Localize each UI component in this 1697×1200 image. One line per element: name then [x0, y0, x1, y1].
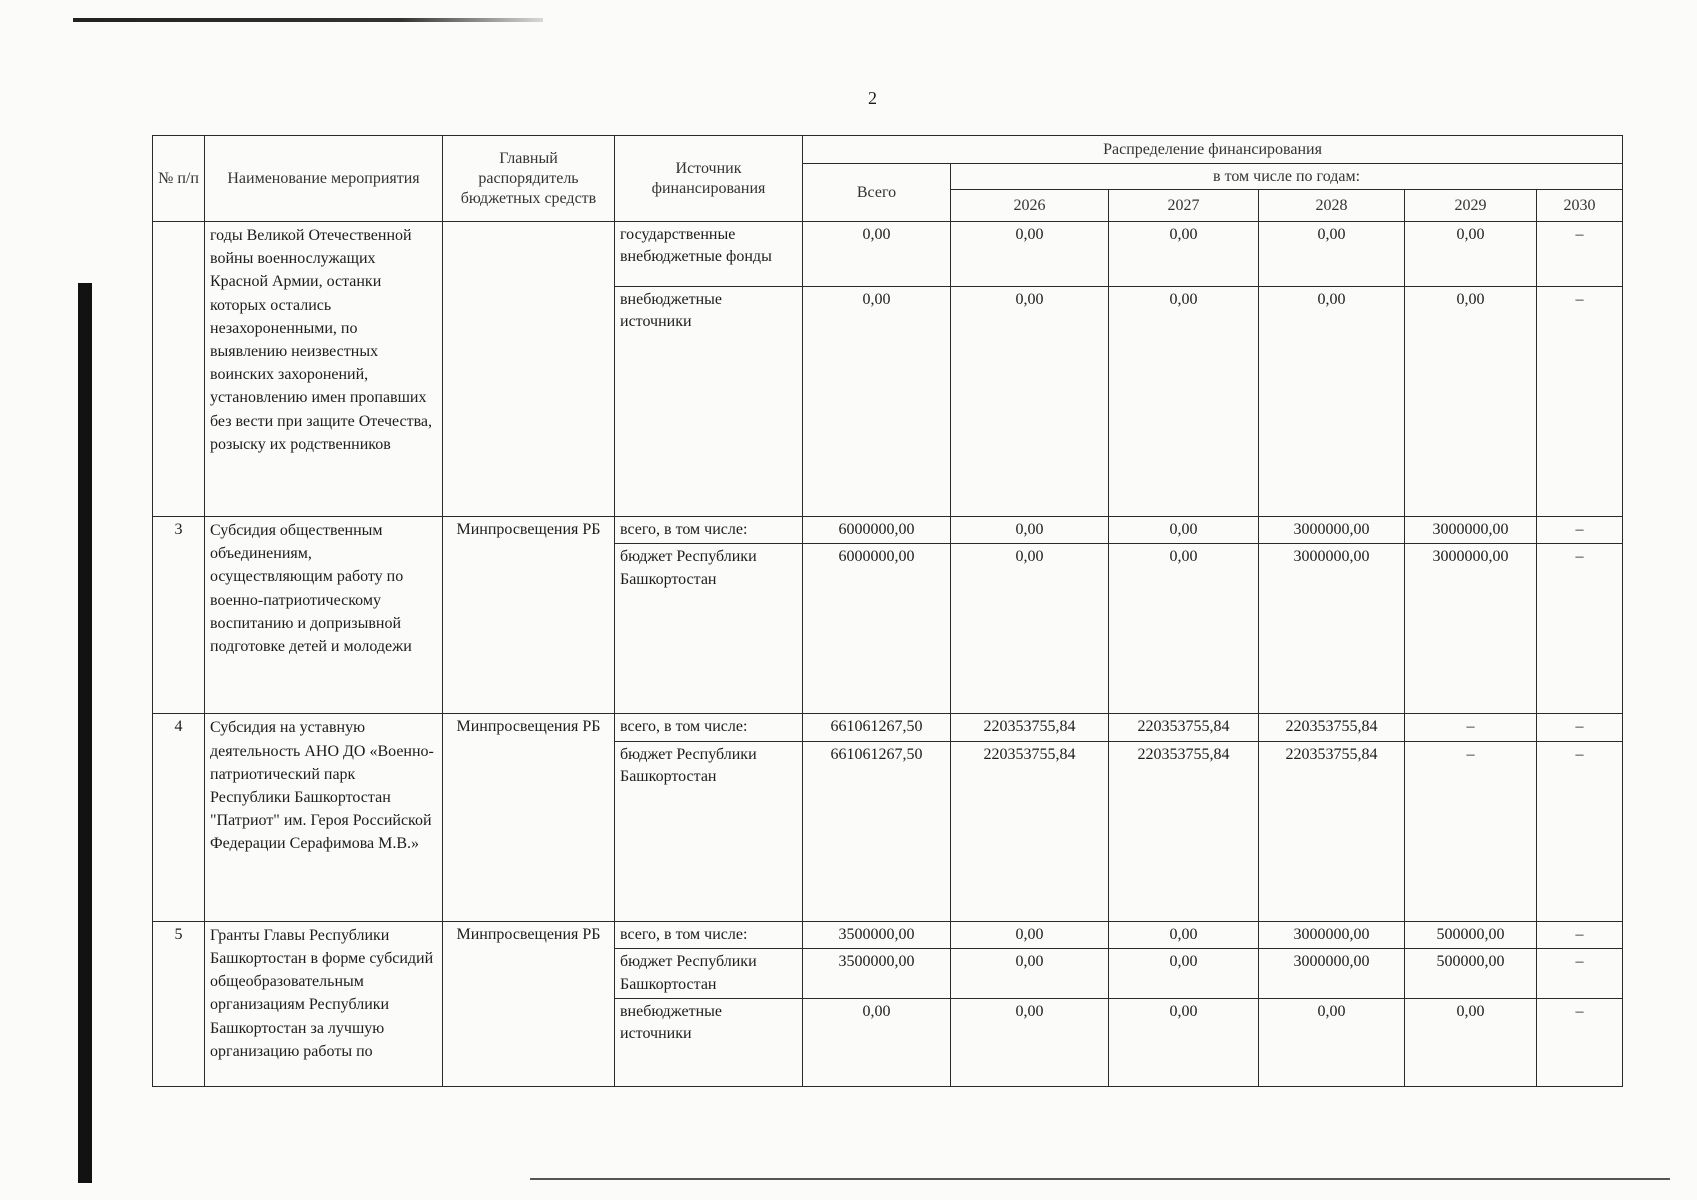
row-2030: – [1537, 921, 1623, 948]
row-total: 661061267,50 [803, 741, 951, 921]
row-2026: 0,00 [951, 921, 1109, 948]
row-2028: 3000000,00 [1259, 544, 1405, 714]
row-2026: 0,00 [951, 949, 1109, 999]
header-year-2030: 2030 [1537, 190, 1623, 222]
row-2030: – [1537, 222, 1623, 287]
row-source: всего, в том числе: [615, 921, 803, 948]
row-2026: 220353755,84 [951, 741, 1109, 921]
row-total: 3500000,00 [803, 921, 951, 948]
table-row [153, 517, 1623, 544]
row-2027: 0,00 [1109, 921, 1259, 948]
row-source: внебюджетные источники [615, 287, 803, 517]
row-manager: Минпросвещения РБ [443, 517, 615, 714]
table-row [153, 222, 1623, 287]
header-distribution: Распределение финансирования [803, 136, 1623, 164]
row-2028: 0,00 [1259, 287, 1405, 517]
row-2029: 0,00 [1405, 287, 1537, 517]
row-num: 3 [153, 517, 205, 714]
row-total: 0,00 [803, 287, 951, 517]
row-total: 6000000,00 [803, 544, 951, 714]
header-manager: Главный распорядитель бюджетных средств [443, 136, 615, 222]
row-2027: 0,00 [1109, 287, 1259, 517]
scan-artifact-bottom-line [530, 1178, 1670, 1180]
row-source: бюджет Республики Башкортостан [615, 544, 803, 714]
row-2030: – [1537, 741, 1623, 921]
scan-artifact-left-edge [78, 283, 92, 1183]
row-name: годы Великой Отечественной войны военнослужащих Красной Армии, останки которых остались незахороненными, по выявлению неизвестных воинских захоронений, установлению имен пропавших без вести при защите Отечества, розыску их родственников [205, 222, 443, 517]
row-2030: – [1537, 544, 1623, 714]
row-2029: 500000,00 [1405, 949, 1537, 999]
row-2026: 0,00 [951, 544, 1109, 714]
row-2028: 3000000,00 [1259, 921, 1405, 948]
table-row [153, 921, 1623, 948]
row-manager: Минпросвещения РБ [443, 714, 615, 921]
row-2030: – [1537, 517, 1623, 544]
row-num [153, 222, 205, 517]
row-2028: 220353755,84 [1259, 714, 1405, 741]
row-total: 661061267,50 [803, 714, 951, 741]
row-num: 5 [153, 921, 205, 1086]
row-manager [443, 222, 615, 517]
row-manager: Минпросвещения РБ [443, 921, 615, 1086]
row-2026: 0,00 [951, 998, 1109, 1086]
row-2029: 0,00 [1405, 222, 1537, 287]
row-source: внебюджетные источники [615, 998, 803, 1086]
page-number: 2 [868, 88, 877, 108]
row-total: 6000000,00 [803, 517, 951, 544]
row-2027: 0,00 [1109, 998, 1259, 1086]
row-2027: 0,00 [1109, 544, 1259, 714]
row-source: бюджет Республики Башкортостан [615, 949, 803, 999]
row-2030: – [1537, 714, 1623, 741]
financing-table [152, 135, 1623, 1087]
row-2026: 220353755,84 [951, 714, 1109, 741]
row-2028: 220353755,84 [1259, 741, 1405, 921]
header-year-2026: 2026 [951, 190, 1109, 222]
row-name: Субсидия на уставную деятельность АНО ДО «Военно-патриотический парк Республики Башкортостан "Патриот" им. Героя Российской Федерации Серафимова М.В.» [205, 714, 443, 921]
header-source: Источник финансирования [615, 136, 803, 222]
table-header [153, 136, 1623, 222]
row-2028: 3000000,00 [1259, 517, 1405, 544]
row-name: Субсидия общественным объединениям, осуществляющим работу по военно-патриотическому воспитанию и допризывной подготовке детей и молодежи [205, 517, 443, 714]
row-source: всего, в том числе: [615, 517, 803, 544]
header-year-2028: 2028 [1259, 190, 1405, 222]
row-total: 0,00 [803, 222, 951, 287]
row-source: государственные внебюджетные фонды [615, 222, 803, 287]
row-2030: – [1537, 949, 1623, 999]
header-by-years: в том числе по годам: [951, 164, 1623, 190]
row-2030: – [1537, 998, 1623, 1086]
row-2026: 0,00 [951, 517, 1109, 544]
header-total: Всего [803, 164, 951, 222]
scan-artifact-top-line [73, 18, 543, 22]
row-2030: – [1537, 287, 1623, 517]
row-total: 3500000,00 [803, 949, 951, 999]
row-2027: 0,00 [1109, 949, 1259, 999]
header-year-2027: 2027 [1109, 190, 1259, 222]
row-2029: – [1405, 714, 1537, 741]
row-2026: 0,00 [951, 222, 1109, 287]
row-source: бюджет Республики Башкортостан [615, 741, 803, 921]
row-2029: 3000000,00 [1405, 517, 1537, 544]
row-2027: 220353755,84 [1109, 714, 1259, 741]
header-num: № п/п [153, 136, 205, 222]
row-2027: 0,00 [1109, 222, 1259, 287]
row-2027: 220353755,84 [1109, 741, 1259, 921]
row-total: 0,00 [803, 998, 951, 1086]
row-2028: 0,00 [1259, 222, 1405, 287]
table-row [153, 714, 1623, 741]
row-2028: 3000000,00 [1259, 949, 1405, 999]
row-2029: – [1405, 741, 1537, 921]
row-num: 4 [153, 714, 205, 921]
header-year-2029: 2029 [1405, 190, 1537, 222]
row-2028: 0,00 [1259, 998, 1405, 1086]
row-2026: 0,00 [951, 287, 1109, 517]
row-name: Гранты Главы Республики Башкортостан в форме субсидий общеобразовательным организациям Республики Башкортостан за лучшую организацию работы по [205, 921, 443, 1086]
header-name: Наименование мероприятия [205, 136, 443, 222]
row-2029: 0,00 [1405, 998, 1537, 1086]
row-2027: 0,00 [1109, 517, 1259, 544]
row-source: всего, в том числе: [615, 714, 803, 741]
row-2029: 3000000,00 [1405, 544, 1537, 714]
row-2029: 500000,00 [1405, 921, 1537, 948]
